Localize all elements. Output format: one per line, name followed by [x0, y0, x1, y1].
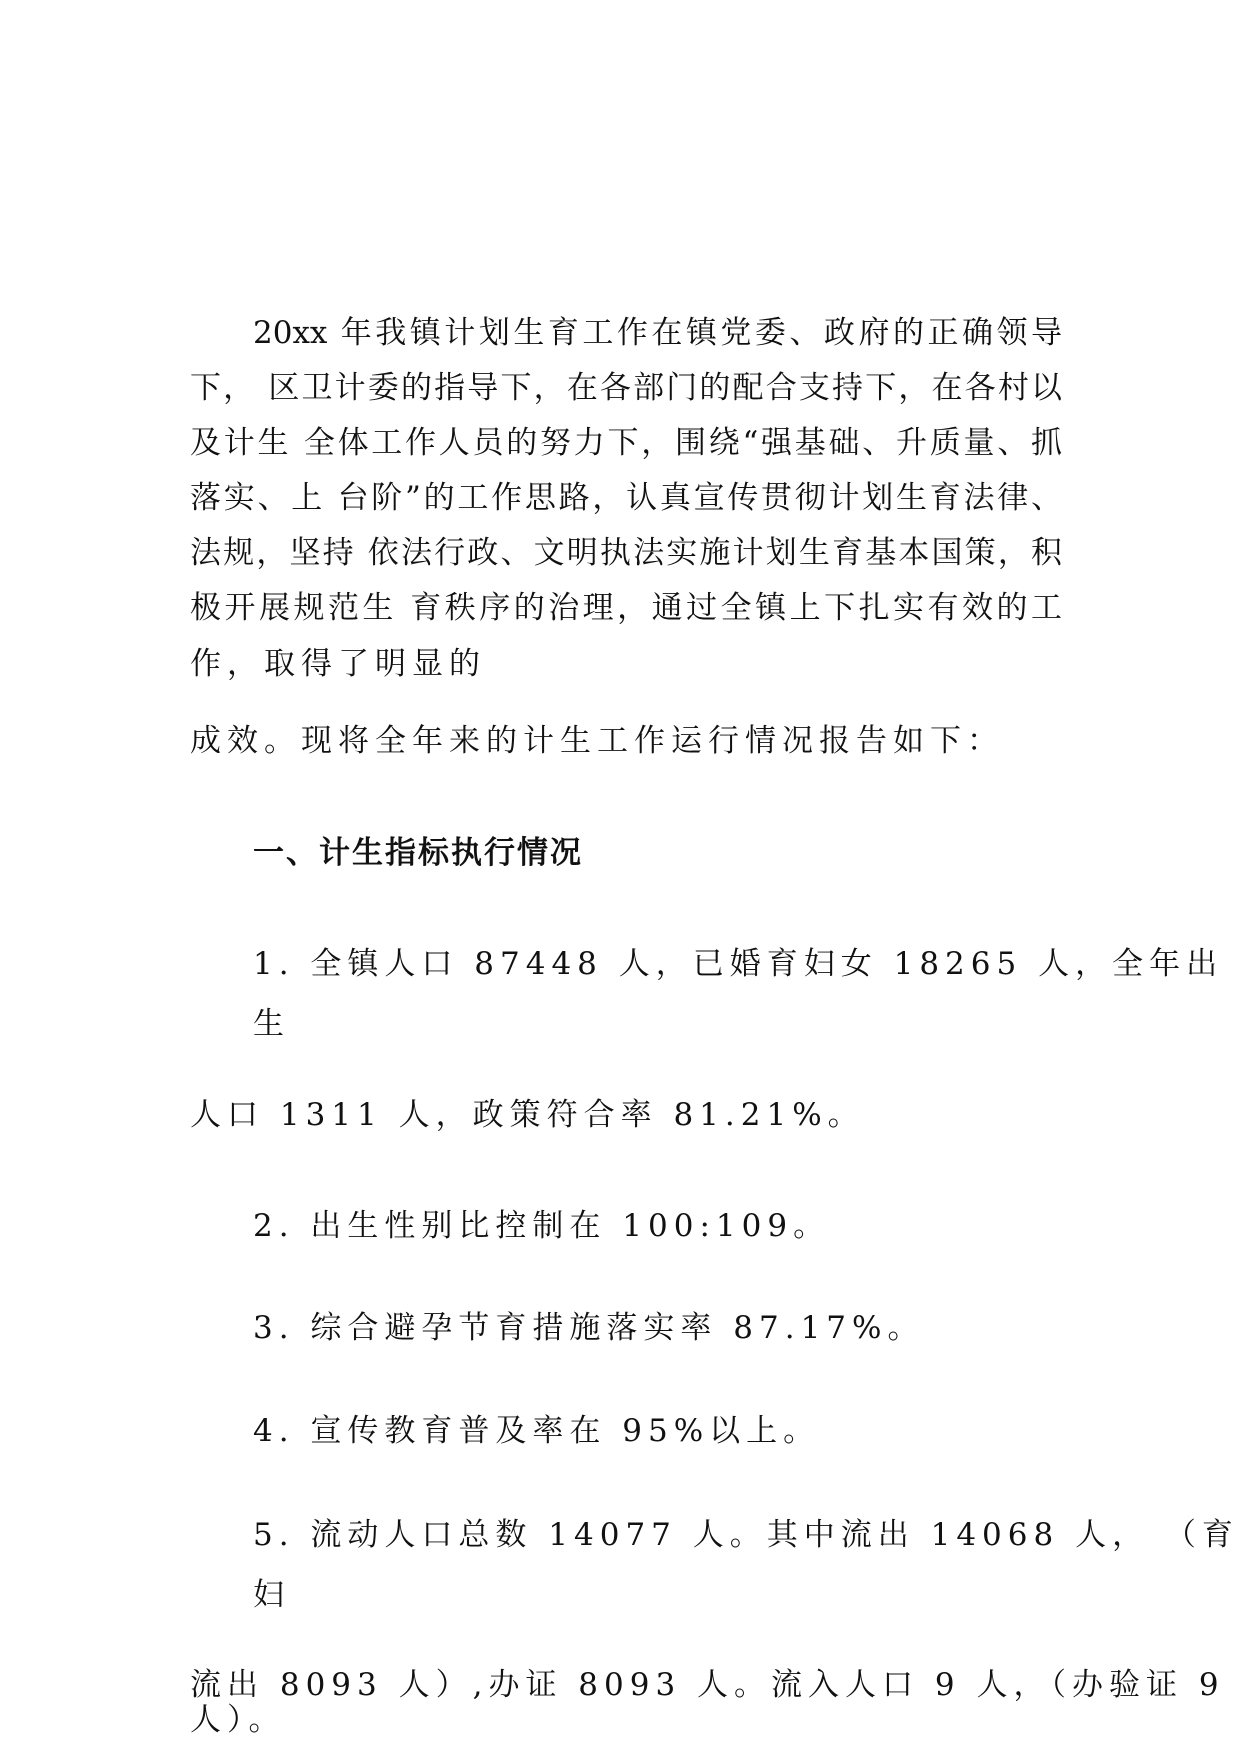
item-5-line-1: 5. 流动人口总数 14077 人。其中流出 14068 人， （育 [253, 1517, 1239, 1553]
item-3: 3. 综合避孕节育措施落实率 87.17%。 [253, 1310, 925, 1346]
intro-line-6: 极开展规范生 育秩序的治理，通过全镇上下扎实有效的工 [190, 590, 1062, 626]
item-1-line-2: 生 [253, 1006, 290, 1042]
item-2: 2. 出生性别比控制在 100:109。 [253, 1208, 831, 1244]
intro-line-2: 下， 区卫计委的指导下，在各部门的配合支持下，在各村以 [190, 370, 1062, 406]
item-5-line-4: 人）。 [190, 1702, 286, 1738]
item-5-line-2: 妇 [253, 1577, 290, 1613]
intro-line-5: 法规，坚持 依法行政、文明执法实施计划生育基本国策，积 [190, 535, 1062, 571]
intro-line-3: 及计生 全体工作人员的努力下，围绕“强基础、升质量、抓 [190, 425, 1062, 461]
item-5-line-3: 流出 8093 人）,办证 8093 人。流入人口 9 人，（办验证 9 [190, 1667, 1225, 1703]
item-1-line-1: 1. 全镇人口 87448 人，已婚育妇女 18265 人，全年出 [253, 946, 1224, 982]
intro-line-1: 20xx 年我镇计划生育工作在镇党委、政府的正确领导 [253, 315, 1062, 351]
intro-line-7: 作，取得了明显的 [190, 646, 486, 682]
intro-line-4: 落实、上 台阶”的工作思路，认真宣传贯彻计划生育法律、 [190, 480, 1062, 516]
intro-line-8: 成效。现将全年来的计生工作运行情况报告如下： [190, 723, 1004, 759]
item-4: 4. 宣传教育普及率在 95%以上。 [253, 1413, 821, 1449]
section-heading: 一、计生指标执行情况 [253, 835, 583, 871]
item-1-line-3: 人口 1311 人，政策符合率 81.21%。 [190, 1097, 865, 1133]
